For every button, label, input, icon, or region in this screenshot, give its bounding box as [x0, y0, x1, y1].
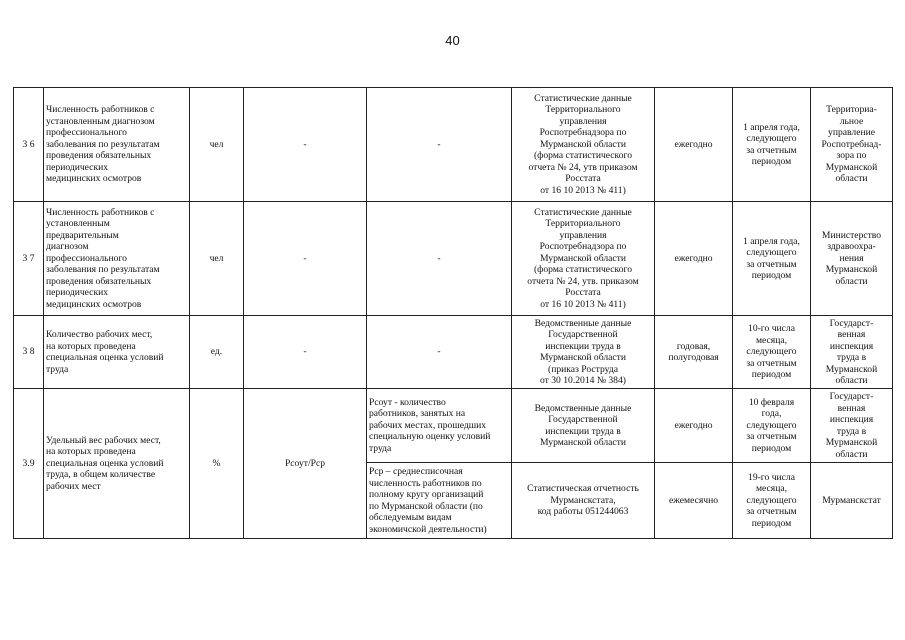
indicator-name: Количество рабочих мест, на которых проведена специальная оценка условий труда [44, 316, 190, 389]
row-number: 3 8 [14, 316, 44, 389]
deadline-cell: 19-го числа месяца, следующего за отчетным периодом [733, 463, 811, 539]
unit-cell: % [190, 389, 244, 539]
description-cell: - [367, 202, 512, 316]
deadline-cell: 10 февраля года, следующего за отчетным периодом [733, 389, 811, 463]
formula-cell: Рсоут/Рср [244, 389, 367, 539]
table-row [14, 389, 893, 463]
source-cell: Статистические данные Территориального управления Роспотребнадзора по Мурманской области (форма статистического отчета № 24, утв. приказом Росстата от 16 10 2013 № 411) [512, 202, 655, 316]
responsible-cell: Территориа- льное управление Роспотребнад- зора по Мурманской области [811, 88, 893, 202]
formula-cell: - [244, 316, 367, 389]
row-number: 3 7 [14, 202, 44, 316]
source-cell: Статистические данные Территориального управления Роспотребнадзора по Мурманской области (форма статистического отчета № 24, утв приказом Росстата от 16 10 2013 № 411) [512, 88, 655, 202]
periodicity-cell: ежегодно [655, 88, 733, 202]
source-cell: Статистическая отчетность Мурманскстата, код работы 051244063 [512, 463, 655, 539]
periodicity-cell: ежемесячно [655, 463, 733, 539]
table-row [14, 316, 893, 389]
indicator-name: Численность работников с установленным диагнозом профессионального заболевания по результатам проведения обязательных периодических медицинских осмотров [44, 88, 190, 202]
periodicity-cell: годовая, полугодовая [655, 316, 733, 389]
responsible-cell: Государст- венная инспекция труда в Мурманской области [811, 389, 893, 463]
deadline-cell: 1 апреля года, следующего за отчетным периодом [733, 202, 811, 316]
description-cell: - [367, 316, 512, 389]
row-number: 3 6 [14, 88, 44, 202]
indicators-table [13, 87, 893, 539]
table-row [14, 202, 893, 316]
formula-cell: - [244, 88, 367, 202]
source-cell: Ведомственные данные Государственной инспекции труда в Мурманской области (приказ Роструда от 30 10.2014 № 384) [512, 316, 655, 389]
page-number: 40 [445, 33, 460, 48]
row-number: 3.9 [14, 389, 44, 539]
deadline-cell: 10-го числа месяца, следующего за отчетным периодом [733, 316, 811, 389]
table-row [14, 88, 893, 202]
description-cell: Рср – среднесписочная численность работников по полному кругу организаций по Мурманской области (по обследуемым видам экономичской деятельности) [367, 463, 512, 539]
indicator-name: Удельный вес рабочих мест, на которых проведена специальная оценка условий труда, в общем количестве рабочих мест [44, 389, 190, 539]
periodicity-cell: ежегодно [655, 202, 733, 316]
responsible-cell: Государст- венная инспекция труда в Мурманской области [811, 316, 893, 389]
responsible-cell: Министерство здравоохра- нения Мурманской области [811, 202, 893, 316]
deadline-cell: 1 апреля года, следующего за отчетным периодом [733, 88, 811, 202]
formula-cell: - [244, 202, 367, 316]
unit-cell: чел [190, 88, 244, 202]
description-cell: - [367, 88, 512, 202]
periodicity-cell: ежегодно [655, 389, 733, 463]
responsible-cell: Мурманскстат [811, 463, 893, 539]
unit-cell: чел [190, 202, 244, 316]
description-cell: Рсоут - количество работников, занятых на рабочих местах, прошедших специальную оценку условий труда [367, 389, 512, 463]
indicator-name: Численность работников с установленным предварительным диагнозом профессионального заболевания по результатам проведения обязательных периодических медицинских осмотров [44, 202, 190, 316]
unit-cell: ед. [190, 316, 244, 389]
source-cell: Ведомственные данные Государственной инспекции труда в Мурманской области [512, 389, 655, 463]
